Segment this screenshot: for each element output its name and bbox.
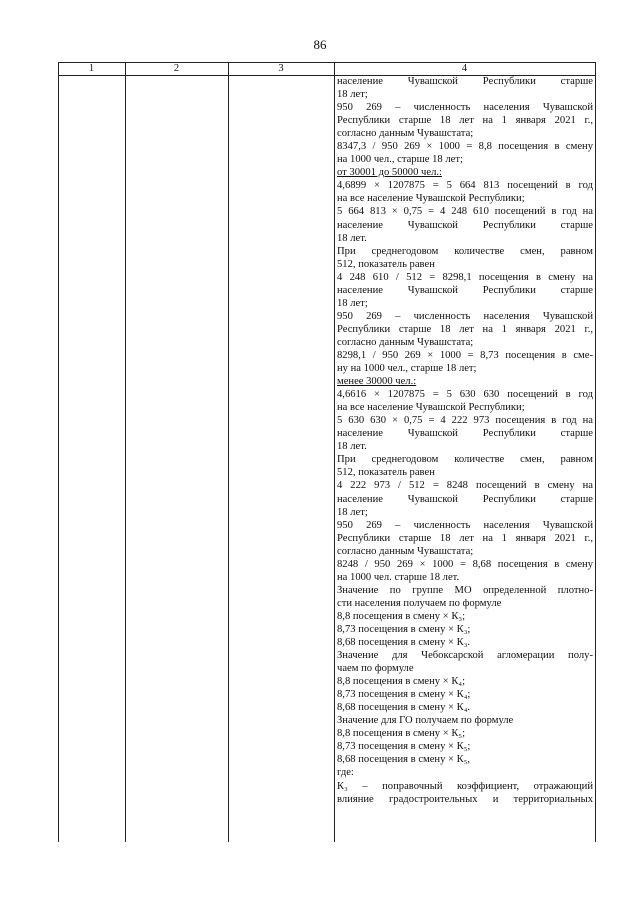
text-line bbox=[337, 362, 593, 375]
text-line-content: 8,68 посещения в смену × К₄. bbox=[337, 702, 471, 714]
text-line-content: население Чувашской Республики старше bbox=[337, 428, 593, 440]
text-line bbox=[337, 753, 593, 766]
text-line bbox=[337, 597, 593, 610]
text-line bbox=[337, 114, 593, 127]
text-line-content: 512, показатель равен bbox=[337, 467, 435, 479]
text-line bbox=[337, 192, 593, 205]
text-line bbox=[337, 232, 593, 245]
text-line-content: 8,68 посещения в смену × К₃. bbox=[337, 637, 471, 649]
text-line bbox=[337, 780, 593, 793]
text-line-content: К₃ – поправочный коэффициент, отражающий bbox=[337, 780, 593, 792]
column-header-2: 2 bbox=[173, 63, 180, 74]
text-line-content: на 1000 чел. старше 18 лет. bbox=[337, 571, 460, 583]
column-divider-3 bbox=[334, 62, 335, 842]
text-line bbox=[337, 205, 593, 218]
text-line-content: 4,6899 × 1207875 = 5 664 813 посещений в год bbox=[337, 180, 593, 192]
text-line-content: 18 лет; bbox=[337, 506, 368, 518]
text-line bbox=[337, 636, 593, 649]
text-line bbox=[337, 284, 593, 297]
text-line bbox=[337, 545, 593, 558]
text-line bbox=[337, 740, 593, 753]
page-number: 86 bbox=[313, 37, 327, 52]
text-line bbox=[337, 258, 593, 271]
text-line-content: 8,73 посещения в смену × К₅; bbox=[337, 741, 471, 753]
text-line-content: 8248 / 950 269 × 1000 = 8,68 посещения в смену bbox=[337, 558, 593, 570]
text-line-content: население Чувашской Республики старше bbox=[337, 284, 593, 296]
text-line bbox=[337, 271, 593, 284]
column-divider-2 bbox=[228, 62, 229, 842]
text-line-content: население Чувашской Республики старше bbox=[337, 493, 593, 505]
column-divider-1 bbox=[125, 62, 126, 842]
text-line-content: 950 269 – численность населения Чувашской bbox=[337, 519, 593, 531]
text-line bbox=[337, 75, 593, 88]
text-line-content: Значение для Чебоксарской агломерации полу- bbox=[337, 650, 593, 662]
text-line-content: население Чувашской Республики старше bbox=[337, 76, 593, 87]
column-header-4: 4 bbox=[461, 63, 468, 74]
column-4-content bbox=[337, 75, 593, 806]
text-line bbox=[337, 401, 593, 414]
text-line-content: 4,6616 × 1207875 = 5 630 630 посещений в год bbox=[337, 389, 593, 401]
text-line bbox=[337, 127, 593, 140]
text-line-content: 8298,1 / 950 269 × 1000 = 8,73 посещения в сме- bbox=[337, 349, 593, 361]
text-line-content: 8,73 посещения в смену × К₃; bbox=[337, 623, 471, 635]
text-line-content: 512, показатель равен bbox=[337, 258, 435, 270]
text-line bbox=[337, 714, 593, 727]
text-line-content: где: bbox=[337, 767, 354, 779]
text-line bbox=[337, 766, 593, 779]
text-line-content: При среднегодовом количестве смен, равном bbox=[337, 454, 593, 466]
text-line-content: ну на 1000 чел., старше 18 лет; bbox=[337, 363, 477, 375]
text-line-content: Республики старше 18 лет на 1 января 2021 г., bbox=[337, 532, 593, 544]
text-line bbox=[337, 153, 593, 166]
text-line bbox=[337, 427, 593, 440]
text-line bbox=[337, 571, 593, 584]
text-line-content: менее 30000 чел.: bbox=[337, 376, 417, 388]
text-line bbox=[337, 388, 593, 401]
text-line-content: Республики старше 18 лет на 1 января 2021 г., bbox=[337, 115, 593, 127]
text-line-content: 8,8 посещения в смену × К₅; bbox=[337, 728, 466, 740]
text-line bbox=[337, 323, 593, 336]
text-line-content: Значение для ГО получаем по формуле bbox=[337, 715, 514, 727]
text-line bbox=[337, 245, 593, 258]
text-line bbox=[337, 532, 593, 545]
text-line bbox=[337, 649, 593, 662]
text-line bbox=[337, 675, 593, 688]
text-line-content: на 1000 чел., старше 18 лет; bbox=[337, 154, 463, 166]
text-line-content: согласно данным Чувашстата; bbox=[337, 128, 474, 140]
text-line bbox=[337, 336, 593, 349]
text-line-content: 5 664 813 × 0,75 = 4 248 610 посещений в год на bbox=[337, 206, 593, 218]
text-line bbox=[337, 140, 593, 153]
text-line bbox=[337, 662, 593, 675]
text-line-content: 18 лет; bbox=[337, 297, 368, 309]
text-line bbox=[337, 493, 593, 506]
text-line bbox=[337, 101, 593, 114]
text-line bbox=[337, 479, 593, 492]
text-line bbox=[337, 584, 593, 597]
table-border-right bbox=[595, 62, 596, 842]
text-line-content: Значение по группе МО определенной плотно- bbox=[337, 584, 593, 596]
text-line bbox=[337, 466, 593, 479]
text-line bbox=[337, 506, 593, 519]
subheading-line bbox=[337, 375, 593, 388]
text-line bbox=[337, 310, 593, 323]
text-line bbox=[337, 558, 593, 571]
column-header-1: 1 bbox=[88, 63, 95, 74]
text-line-content: 18 лет. bbox=[337, 441, 367, 453]
text-line-content: население Чувашской Республики старше bbox=[337, 219, 593, 231]
text-line-content: 8,8 посещения в смену × К₄; bbox=[337, 676, 466, 688]
text-line-content: чаем по формуле bbox=[337, 663, 414, 675]
text-line-content: от 30001 до 50000 чел.: bbox=[337, 167, 442, 179]
text-line-content: на все население Чувашской Республики; bbox=[337, 402, 525, 414]
text-line-content: 950 269 – численность населения Чувашской bbox=[337, 310, 593, 322]
text-line-content: 18 лет; bbox=[337, 89, 368, 101]
text-line-content: 4 248 610 / 512 = 8298,1 посещения в смену на bbox=[337, 271, 593, 283]
text-line-content: При среднегодовом количестве смен, равном bbox=[337, 245, 593, 257]
text-line-content: согласно данным Чувашстата; bbox=[337, 336, 474, 348]
text-line-content: 8,68 посещения в смену × К₅, bbox=[337, 754, 471, 766]
text-line-content: согласно данным Чувашстата; bbox=[337, 545, 474, 557]
text-line bbox=[337, 440, 593, 453]
text-line bbox=[337, 349, 593, 362]
text-line bbox=[337, 623, 593, 636]
text-line bbox=[337, 453, 593, 466]
text-line-content: 950 269 – численность населения Чувашской bbox=[337, 102, 593, 114]
text-line-content: 8,8 посещения в смену × К₃; bbox=[337, 610, 466, 622]
text-line bbox=[337, 688, 593, 701]
text-line-content: сти населения получаем по формуле bbox=[337, 597, 502, 609]
text-line-content: 8347,3 / 950 269 × 1000 = 8,8 посещения в смену bbox=[337, 141, 593, 153]
document-table bbox=[58, 62, 595, 842]
text-line-content: 4 222 973 / 512 = 8248 посещений в смену на bbox=[337, 480, 593, 492]
text-line bbox=[337, 727, 593, 740]
column-header-3: 3 bbox=[278, 63, 284, 74]
text-line bbox=[337, 88, 593, 101]
text-line-content: Республики старше 18 лет на 1 января 2021 г., bbox=[337, 323, 593, 335]
text-line bbox=[337, 219, 593, 232]
text-line bbox=[337, 701, 593, 714]
text-line-content: влияние градостроительных и территориальных bbox=[337, 793, 593, 805]
subheading-line bbox=[337, 166, 593, 179]
text-line bbox=[337, 519, 593, 532]
text-line-content: 18 лет. bbox=[337, 232, 367, 244]
text-line-content: на все население Чувашской Республики; bbox=[337, 193, 525, 205]
text-line bbox=[337, 610, 593, 623]
text-line bbox=[337, 414, 593, 427]
text-line-content: 5 630 630 × 0,75 = 4 222 973 посещения в год на bbox=[337, 415, 593, 427]
text-line bbox=[337, 297, 593, 310]
text-line bbox=[337, 179, 593, 192]
table-border-left bbox=[58, 62, 59, 842]
text-line bbox=[337, 793, 593, 806]
text-line-content: 8,73 посещения в смену × К₄; bbox=[337, 689, 471, 701]
